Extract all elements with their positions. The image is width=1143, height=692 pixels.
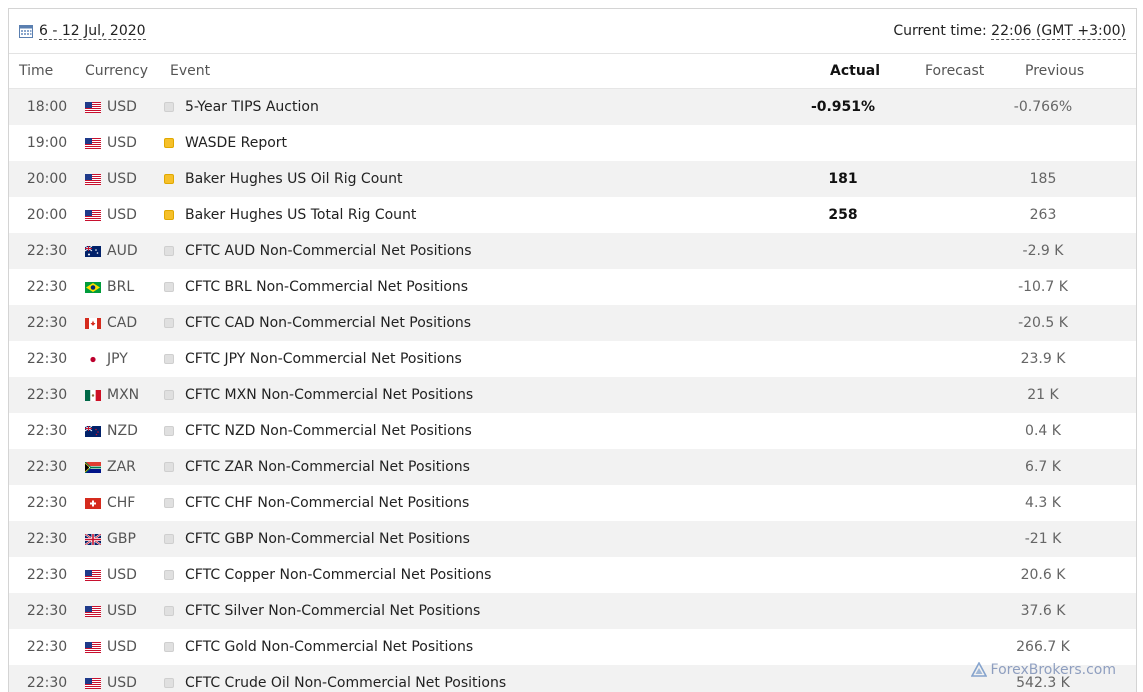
- event-row[interactable]: [9, 269, 1136, 305]
- importance-low-icon: [164, 102, 174, 112]
- importance-indicator: [159, 390, 179, 400]
- event-previous: 542.3 K: [1016, 675, 1070, 691]
- event-time: 22:30: [26, 243, 68, 259]
- currency-code: USD: [107, 639, 137, 655]
- flag-zar-icon: [85, 462, 101, 473]
- importance-indicator: [159, 642, 179, 652]
- event-name[interactable]: CFTC CAD Non-Commercial Net Positions: [185, 315, 472, 331]
- importance-low-icon: [164, 426, 174, 436]
- event-name[interactable]: Baker Hughes US Oil Rig Count: [185, 171, 403, 187]
- event-name[interactable]: CFTC Silver Non-Commercial Net Positions: [185, 603, 481, 619]
- event-currency: [85, 207, 159, 223]
- currency-code: MXN: [107, 387, 140, 403]
- importance-low-icon: [164, 354, 174, 364]
- date-range-text[interactable]: 6 - 12 Jul, 2020: [39, 22, 146, 39]
- event-name[interactable]: CFTC Crude Oil Non-Commercial Net Positions: [185, 675, 507, 691]
- currency-code: USD: [107, 603, 137, 619]
- event-time: 22:30: [26, 531, 68, 547]
- flag-usd-icon: [85, 606, 101, 617]
- event-currency: [85, 99, 159, 115]
- event-row[interactable]: [9, 521, 1136, 557]
- importance-low-icon: [164, 498, 174, 508]
- calendar-icon: [19, 24, 33, 38]
- event-row[interactable]: [9, 449, 1136, 485]
- event-time: 19:00: [26, 135, 68, 151]
- event-row[interactable]: [9, 305, 1136, 341]
- importance-low-icon: [164, 246, 174, 256]
- event-name[interactable]: CFTC Gold Non-Commercial Net Positions: [185, 639, 474, 655]
- event-currency: [85, 675, 159, 691]
- flag-cad-icon: [85, 318, 101, 329]
- importance-low-icon: [164, 462, 174, 472]
- event-row[interactable]: [9, 593, 1136, 629]
- event-row[interactable]: [9, 341, 1136, 377]
- event-currency: [85, 603, 159, 619]
- watermark-logo-icon: [971, 662, 987, 678]
- event-name[interactable]: CFTC JPY Non-Commercial Net Positions: [185, 351, 462, 367]
- event-previous: 37.6 K: [1020, 603, 1066, 619]
- event-row[interactable]: [9, 377, 1136, 413]
- event-actual: 258: [828, 207, 858, 223]
- column-header-previous[interactable]: Previous: [1025, 63, 1085, 79]
- currency-code: BRL: [107, 279, 135, 295]
- column-header-currency[interactable]: Currency: [85, 63, 149, 79]
- flag-usd-icon: [85, 678, 101, 689]
- event-name[interactable]: 5-Year TIPS Auction: [185, 99, 319, 115]
- flag-jpy-icon: [85, 354, 101, 365]
- event-row[interactable]: [9, 89, 1136, 125]
- event-currency: [85, 495, 159, 511]
- event-row[interactable]: [9, 233, 1136, 269]
- event-previous: 20.6 K: [1020, 567, 1066, 583]
- importance-low-icon: [164, 570, 174, 580]
- importance-low-icon: [164, 318, 174, 328]
- column-header-actual[interactable]: Actual: [830, 63, 881, 79]
- currency-code: CAD: [107, 315, 138, 331]
- importance-indicator: [159, 210, 179, 220]
- importance-indicator: [159, 606, 179, 616]
- event-name[interactable]: CFTC GBP Non-Commercial Net Positions: [185, 531, 470, 547]
- event-row[interactable]: [9, 125, 1136, 161]
- event-currency: [85, 243, 159, 259]
- importance-indicator: [159, 318, 179, 328]
- flag-gbp-icon: [85, 534, 101, 545]
- event-previous: 6.7 K: [1025, 459, 1061, 475]
- event-name[interactable]: WASDE Report: [185, 135, 288, 151]
- importance-indicator: [159, 354, 179, 364]
- economic-calendar: [8, 8, 1137, 692]
- importance-low-icon: [164, 534, 174, 544]
- event-currency: [85, 639, 159, 655]
- currency-code: JPY: [107, 351, 128, 367]
- watermark: [971, 662, 1116, 678]
- event-name[interactable]: CFTC Copper Non-Commercial Net Positions: [185, 567, 492, 583]
- column-header-time[interactable]: Time: [19, 63, 54, 79]
- event-time: 22:30: [26, 495, 68, 511]
- event-previous: 185: [1029, 171, 1057, 187]
- table-header: [9, 54, 1136, 89]
- importance-indicator: [159, 426, 179, 436]
- event-time: 22:30: [26, 423, 68, 439]
- event-name[interactable]: CFTC BRL Non-Commercial Net Positions: [185, 279, 469, 295]
- current-time-value[interactable]: 22:06 (GMT +3:00): [991, 23, 1126, 39]
- event-actual: 181: [828, 171, 858, 187]
- event-name[interactable]: CFTC NZD Non-Commercial Net Positions: [185, 423, 472, 439]
- events-table-body: [9, 89, 1136, 692]
- importance-medium-icon: [164, 174, 174, 184]
- currency-code: GBP: [107, 531, 136, 547]
- event-currency: [85, 315, 159, 331]
- event-row[interactable]: [9, 413, 1136, 449]
- importance-medium-icon: [164, 138, 174, 148]
- flag-brl-icon: [85, 282, 101, 293]
- flag-nzd-icon: [85, 426, 101, 437]
- event-currency: [85, 171, 159, 187]
- currency-code: USD: [107, 207, 137, 223]
- event-time: 18:00: [26, 99, 68, 115]
- event-previous: -0.766%: [1013, 99, 1073, 115]
- importance-indicator: [159, 282, 179, 292]
- event-time: 22:30: [26, 567, 68, 583]
- event-time: 22:30: [26, 351, 68, 367]
- importance-medium-icon: [164, 210, 174, 220]
- event-actual: -0.951%: [810, 99, 876, 115]
- importance-low-icon: [164, 606, 174, 616]
- event-name[interactable]: CFTC AUD Non-Commercial Net Positions: [185, 243, 472, 259]
- column-header-forecast[interactable]: Forecast: [925, 63, 985, 79]
- flag-chf-icon: [85, 498, 101, 509]
- event-currency: [85, 279, 159, 295]
- importance-indicator: [159, 678, 179, 688]
- event-time: 22:30: [26, 639, 68, 655]
- importance-indicator: [159, 174, 179, 184]
- event-time: 20:00: [26, 207, 68, 223]
- event-row[interactable]: [9, 557, 1136, 593]
- event-currency: [85, 135, 159, 151]
- event-previous: 23.9 K: [1020, 351, 1066, 367]
- event-row[interactable]: [9, 665, 1136, 692]
- event-time: 22:30: [26, 459, 68, 475]
- currency-code: USD: [107, 171, 137, 187]
- importance-indicator: [159, 462, 179, 472]
- importance-indicator: [159, 102, 179, 112]
- event-row[interactable]: [9, 197, 1136, 233]
- event-previous: 21 K: [1027, 387, 1059, 403]
- importance-low-icon: [164, 390, 174, 400]
- event-previous: 4.3 K: [1025, 495, 1061, 511]
- currency-code: NZD: [107, 423, 138, 439]
- current-time-label: Current time:: [893, 23, 987, 39]
- calendar-toolbar: [9, 9, 1136, 54]
- event-name[interactable]: Baker Hughes US Total Rig Count: [185, 207, 417, 223]
- importance-indicator: [159, 138, 179, 148]
- flag-usd-icon: [85, 642, 101, 653]
- importance-indicator: [159, 534, 179, 544]
- currency-code: USD: [107, 99, 137, 115]
- event-time: 20:00: [26, 171, 68, 187]
- event-name[interactable]: CFTC MXN Non-Commercial Net Positions: [185, 387, 474, 403]
- currency-code: ZAR: [107, 459, 136, 475]
- flag-usd-icon: [85, 570, 101, 581]
- watermark-text: ForexBrokers.com: [990, 662, 1116, 678]
- event-currency: [85, 387, 159, 403]
- flag-usd-icon: [85, 138, 101, 149]
- event-time: 22:30: [26, 387, 68, 403]
- event-previous: 263: [1029, 207, 1057, 223]
- importance-low-icon: [164, 282, 174, 292]
- event-currency: [85, 351, 159, 367]
- event-previous: -21 K: [1024, 531, 1062, 547]
- event-name[interactable]: CFTC ZAR Non-Commercial Net Positions: [185, 459, 470, 475]
- importance-indicator: [159, 246, 179, 256]
- currency-code: USD: [107, 135, 137, 151]
- event-row[interactable]: [9, 161, 1136, 197]
- event-row[interactable]: [9, 485, 1136, 521]
- event-time: 22:30: [26, 603, 68, 619]
- event-currency: [85, 459, 159, 475]
- event-time: 22:30: [26, 279, 68, 295]
- event-name[interactable]: CFTC CHF Non-Commercial Net Positions: [185, 495, 470, 511]
- column-header-event[interactable]: Event: [170, 63, 211, 79]
- currency-code: USD: [107, 675, 137, 691]
- event-previous: -2.9 K: [1022, 243, 1064, 259]
- currency-code: USD: [107, 567, 137, 583]
- importance-low-icon: [164, 642, 174, 652]
- current-time: [893, 23, 1126, 39]
- currency-code: AUD: [107, 243, 138, 259]
- event-row[interactable]: [9, 629, 1136, 665]
- event-previous: -20.5 K: [1018, 315, 1068, 331]
- flag-usd-icon: [85, 210, 101, 221]
- event-previous: 0.4 K: [1025, 423, 1061, 439]
- event-previous: -10.7 K: [1018, 279, 1068, 295]
- event-previous: 266.7 K: [1016, 639, 1070, 655]
- event-currency: [85, 531, 159, 547]
- importance-low-icon: [164, 678, 174, 688]
- date-range-picker[interactable]: [19, 23, 146, 40]
- event-time: 22:30: [26, 315, 68, 331]
- importance-indicator: [159, 570, 179, 580]
- event-time: 22:30: [26, 675, 68, 691]
- flag-usd-icon: [85, 102, 101, 113]
- flag-aud-icon: [85, 246, 101, 257]
- flag-usd-icon: [85, 174, 101, 185]
- currency-code: CHF: [107, 495, 136, 511]
- importance-indicator: [159, 498, 179, 508]
- flag-mxn-icon: [85, 390, 101, 401]
- event-currency: [85, 567, 159, 583]
- event-currency: [85, 423, 159, 439]
